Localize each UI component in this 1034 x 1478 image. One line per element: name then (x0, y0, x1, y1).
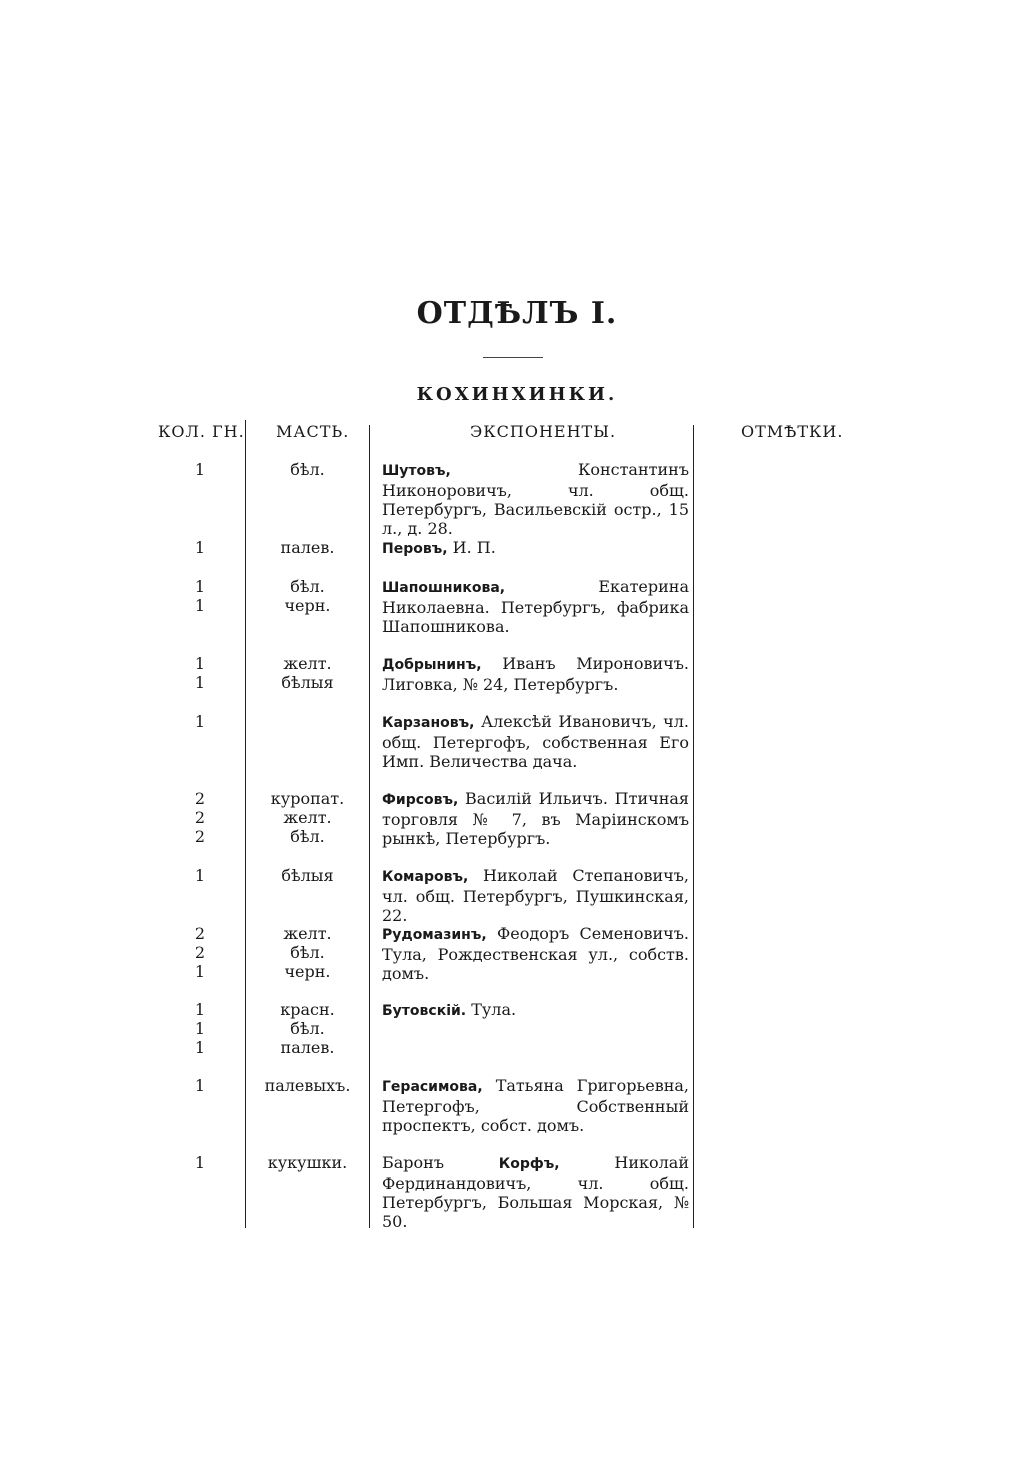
exhibitor-name: Шутовъ, (382, 463, 451, 479)
exhibitor-detail: Николай Степановичъ, чл. общ. Петербургъ, Пушкинская, 22. (382, 866, 689, 925)
qty-cell (180, 924, 220, 981)
color-value: желт. (283, 924, 332, 943)
title-divider (483, 357, 543, 358)
exhibitor-cell (382, 712, 689, 771)
qty-value: 1 (194, 1038, 206, 1057)
color-cell (250, 866, 365, 885)
qty-cell (180, 538, 220, 557)
qty-cell (180, 654, 220, 692)
exhibitor-name: Герасимова, (382, 1079, 483, 1095)
color-cell (250, 654, 365, 692)
qty-cell (180, 789, 220, 846)
color-cell (250, 1076, 365, 1095)
exhibitor-detail: Феодоръ Семеновичъ. Тула, Рождественская ул., собств. домъ. (382, 924, 689, 983)
exhibitor-detail: Константинъ Никоноровичъ, чл. общ. Петербургъ, Васильевскій остр., 15 л., д. 28. (382, 460, 689, 538)
color-value: палев. (280, 1038, 335, 1057)
exhibitor-name: Корфъ, (498, 1156, 560, 1172)
exhibitor-cell (382, 789, 689, 848)
column-rule-3 (693, 425, 694, 1228)
color-cell (250, 924, 365, 981)
exhibitor-detail: Иванъ Мироновичъ. Лиговка, № 24, Петербургъ. (382, 654, 689, 694)
qty-value: 1 (194, 1076, 206, 1095)
column-rule-1 (245, 420, 246, 1228)
qty-cell (180, 1153, 220, 1172)
color-value: куропат. (270, 789, 345, 808)
qty-value: 2 (194, 789, 206, 808)
qty-value: 1 (194, 712, 206, 731)
qty-cell (180, 712, 220, 731)
exhibitor-name: Фирсовъ, (382, 792, 459, 808)
qty-value: 2 (194, 808, 206, 827)
qty-cell (180, 460, 220, 479)
qty-value: 2 (194, 827, 206, 846)
exhibitor-detail: Тула. (471, 1000, 517, 1019)
qty-value: 1 (194, 538, 206, 557)
color-cell (250, 460, 365, 479)
qty-cell (180, 577, 220, 615)
exhibitor-name: Шапошникова, (382, 580, 506, 596)
color-value: черн. (284, 962, 331, 981)
color-value: бѣл. (290, 460, 325, 479)
exhibitor-cell (382, 577, 689, 636)
exhibitor-cell (382, 1000, 689, 1021)
exhibitor-cell (382, 460, 689, 538)
column-header-exhibitors: ЭКСПОНЕНТЫ. (470, 422, 617, 441)
exhibitor-name: Добрынинъ, (382, 657, 482, 673)
color-cell (250, 1153, 365, 1172)
exhibitor-cell (382, 654, 689, 694)
color-value: бѣлыя (281, 673, 334, 692)
color-value: бѣл. (290, 943, 325, 962)
column-header-color: МАСТЬ. (276, 422, 350, 441)
color-cell (250, 789, 365, 846)
color-value: бѣл. (290, 577, 325, 596)
color-cell (250, 712, 365, 731)
qty-value: 1 (194, 460, 206, 479)
color-value: кукушки. (267, 1153, 348, 1172)
column-header-notes: ОТМѢТКИ. (741, 422, 844, 441)
color-value: желт. (283, 808, 332, 827)
qty-value: 2 (194, 924, 206, 943)
color-value (250, 712, 365, 731)
exhibitor-cell (382, 924, 689, 983)
qty-cell (180, 866, 220, 885)
column-rule-2 (369, 425, 370, 1228)
qty-value: 1 (194, 1000, 206, 1019)
qty-cell (180, 1000, 220, 1057)
color-cell (250, 577, 365, 615)
qty-value: 1 (194, 654, 206, 673)
color-value: бѣл. (290, 827, 325, 846)
color-value: бѣлыя (281, 866, 334, 885)
exhibitor-cell (382, 1076, 689, 1135)
exhibitor-prefix: Баронъ (382, 1153, 499, 1172)
exhibitor-detail: И. П. (452, 538, 496, 557)
exhibitor-name: Комаровъ, (382, 869, 469, 885)
exhibitor-name: Перовъ, (382, 541, 448, 557)
color-value: палев. (280, 538, 335, 557)
exhibitor-name: Рудомазинъ, (382, 927, 487, 943)
qty-value: 1 (194, 596, 206, 615)
qty-value: 2 (194, 943, 206, 962)
exhibitor-detail: Татьяна Григорьевна, Петергофъ, Собственный проспектъ, собст. домъ. (382, 1076, 689, 1135)
color-cell (250, 1000, 365, 1057)
exhibitor-detail: Николай Фердинандовичъ, чл. общ. Петербургъ, Большая Морская, № 50. (382, 1153, 689, 1231)
column-header-qty: КОЛ. ГН. (158, 422, 245, 441)
qty-value: 1 (194, 673, 206, 692)
color-cell (250, 538, 365, 557)
qty-value: 1 (194, 1153, 206, 1172)
color-value: бѣл. (290, 1019, 325, 1038)
exhibitor-detail: Екатерина Николаевна. Петербургъ, фабрика Шапошникова. (382, 577, 689, 636)
color-value: красн. (280, 1000, 335, 1019)
qty-cell (180, 1076, 220, 1095)
qty-value: 1 (194, 962, 206, 981)
exhibitor-cell (382, 1153, 689, 1231)
color-value: желт. (283, 654, 332, 673)
subsection-title: КОХИНХИНКИ. (416, 384, 618, 405)
exhibitor-cell (382, 538, 689, 559)
exhibitor-name: Бутовскій. (382, 1003, 467, 1019)
color-value: палевыхъ. (264, 1076, 351, 1095)
section-title: ОТДѢЛЪ I. (416, 296, 618, 331)
exhibitor-detail: Алексѣй Ивановичъ, чл. общ. Петергофъ, собственная Его Имп. Величества дача. (382, 712, 689, 771)
color-value: черн. (284, 596, 331, 615)
exhibitor-detail: Василій Ильичъ. Птичная торговля № 7, въ Маріинскомъ рынкѣ, Петербургъ. (382, 789, 689, 848)
qty-value: 1 (194, 866, 206, 885)
qty-value: 1 (194, 1019, 206, 1038)
exhibitor-name: Карзановъ, (382, 715, 475, 731)
qty-value: 1 (194, 577, 206, 596)
exhibitor-cell (382, 866, 689, 925)
